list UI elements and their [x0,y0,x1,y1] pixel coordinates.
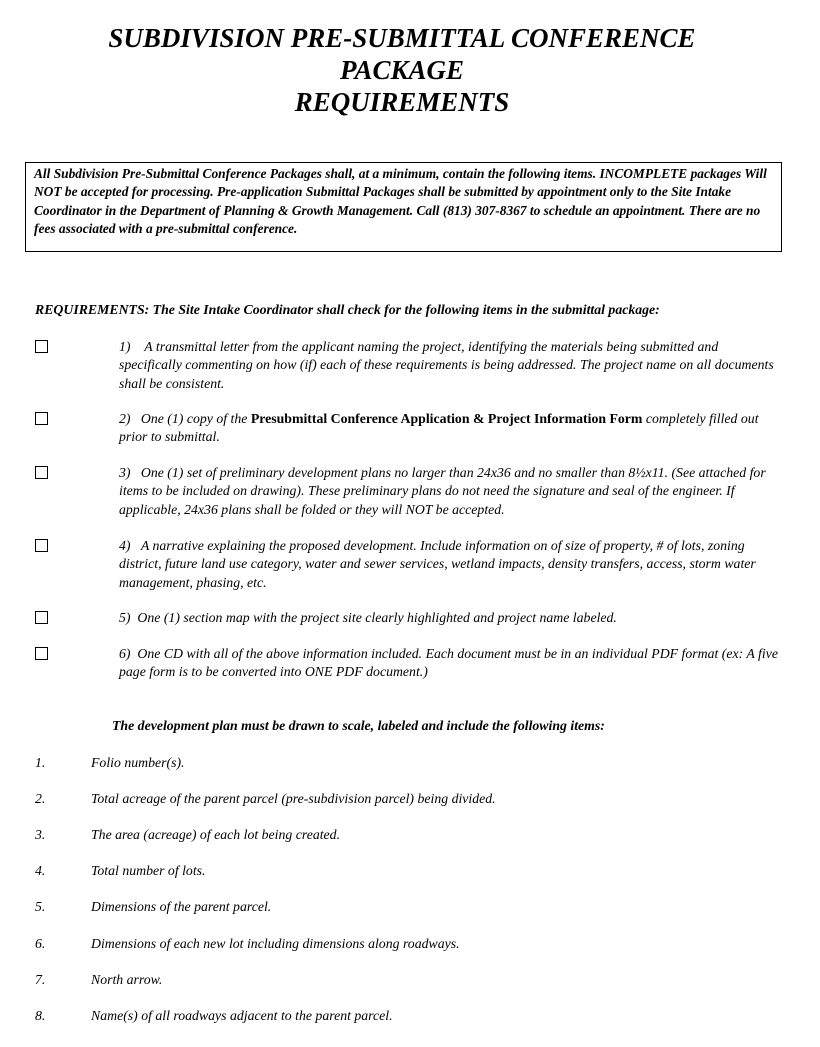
checklist-item-text-before: One (1) copy of the [140,411,251,426]
checkbox-6[interactable] [35,647,48,660]
application-form-name: Presubmittal Conference Application & Project Information Form [250,411,643,426]
plan-item-text: Total number of lots. [91,863,206,878]
checkbox-4[interactable] [35,539,48,552]
plan-item-number: 6. [35,936,46,951]
plan-item-number: 4. [35,863,46,878]
checklist-item-text-after: completely filled out prior to submittal. [119,411,759,445]
checklist-item-number: 4) [119,538,131,553]
checkbox-2[interactable] [35,412,48,425]
notice-box: All Subdivision Pre-Submittal Conference Packages shall, at a minimum, contain the following items. INCOMPLETE packages Will NOT be accepted for processing. Pre-application Submittal Packages shall be submitted by appointment only to the Site Intake Coordinator in the Department of Planning & Growth Management. Call (813) 307-8367 to schedule an appointment. There are no fees associated with a pre-submittal conference. [25,162,782,252]
development-plan-heading: The development plan must be drawn to scale, labeled and include the following items: [112,718,605,733]
page-title [0,22,804,118]
page-title-line-2: PACKAGE [339,55,465,85]
plan-item-text: Folio number(s). [91,755,185,770]
plan-item-text: Dimensions of the parent parcel. [91,899,272,914]
checklist-item-number: 2) [119,411,131,426]
requirements-heading: REQUIREMENTS: The Site Intake Coordinator shall check for the following items in the submittal package: [35,302,660,317]
checklist-item-text: A narrative explaining the proposed development. Include information on of size of property, # of lots, zoning district, future land use category, water and sewer services, wetland impacts, density transfers, access, storm water management, phasing, etc. [119,538,756,590]
checklist-item-text: A transmittal letter from the applicant naming the project, identifying the materials being submitted and specifically commenting on how (if) each of these requirements is being addressed. The project name on all documents shall be consistent. [119,339,774,391]
plan-item-text: The area (acreage) of each lot being created. [91,827,341,842]
checklist-item-number: 1) [119,339,131,354]
checklist-item-text: One CD with all of the above information included. Each document must be in an individual PDF format (ex: A five page form is to be converted into ONE PDF document.) [119,646,778,680]
checklist-item-text: One (1) section map with the project site clearly highlighted and project name labeled. [137,610,617,625]
plan-item-number: 3. [35,827,46,842]
page-title-line-1: SUBDIVISION PRE-SUBMITTAL CONFERENCE [108,23,696,53]
checkbox-5[interactable] [35,611,48,624]
checkbox-3[interactable] [35,466,48,479]
page-title-line-3: REQUIREMENTS [294,87,510,117]
checklist-item-number: 3) [119,465,131,480]
checklist-item-number: 6) [119,646,131,661]
plan-item-text: Total acreage of the parent parcel (pre-subdivision parcel) being divided. [91,791,496,806]
checkbox-1[interactable] [35,340,48,353]
checklist-item-text: One (1) set of preliminary development plans no larger than 24x36 and no smaller than 8½x11. (See attached for items to be included on drawing). These preliminary plans do not need the signature and seal of the engineer. If applicable, 24x36 plans shall be folded or they will NOT be accepted. [119,465,766,517]
checklist-item-number: 5) [119,610,131,625]
plan-item-text: Name(s) of all roadways adjacent to the parent parcel. [91,1008,393,1023]
plan-item-text: Dimensions of each new lot including dimensions along roadways. [91,936,460,951]
plan-item-text: North arrow. [91,972,163,987]
plan-item-number: 2. [35,791,46,806]
plan-item-number: 1. [35,755,46,770]
plan-item-number: 8. [35,1008,46,1023]
plan-item-number: 5. [35,899,46,914]
plan-item-number: 7. [35,972,46,987]
